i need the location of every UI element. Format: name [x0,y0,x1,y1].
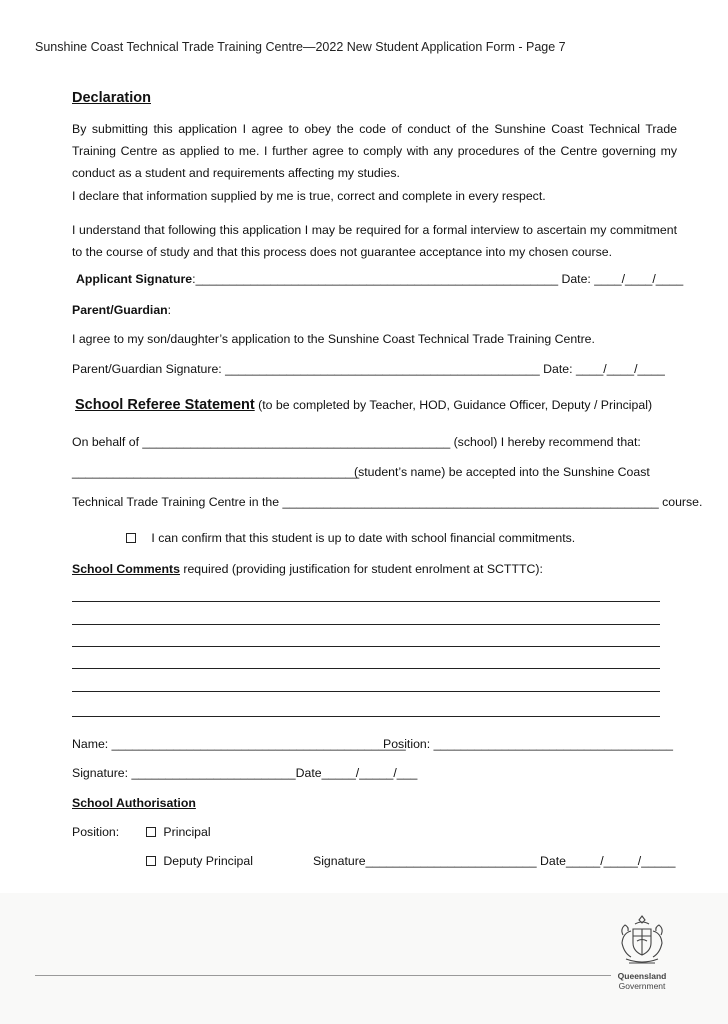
queensland-government-logo [612,913,672,991]
comment-line[interactable] [72,646,660,647]
parent-signature-row[interactable]: Parent/Guardian Signature: ______________________________________________ Date: ____/____/____ [72,362,665,376]
principal-checkbox[interactable] [146,827,156,837]
declaration-paragraph-2: I declare that information supplied by me is true, correct and complete in every respect. [72,189,546,203]
referee-heading [75,397,652,413]
coat-of-arms-icon [617,913,667,971]
logo-line-2: Government [618,981,666,991]
authorisation-signature-row[interactable]: Signature_________________________ Date_____/_____/_____ [313,854,676,868]
deputy-principal-checkbox[interactable] [146,856,156,866]
school-recommend-row[interactable]: On behalf of _____________________________________________ (school) I hereby recommend that: [72,435,641,449]
financial-checkbox-label: I can confirm that this student is up to date with school financial commitments. [151,531,576,545]
deputy-principal-option[interactable] [146,854,253,868]
authorisation-position-label: Position: [72,825,120,839]
principal-option[interactable] [146,825,211,839]
applicant-signature-line[interactable]: :_____________________________________________________ Date: ____/____/____ [192,272,684,286]
referee-title: School Referee Statement [75,397,255,413]
applicant-signature-row[interactable] [76,272,683,286]
school-authorisation-title: School Authorisation [72,796,196,810]
footer-divider [35,975,611,976]
comment-line[interactable] [72,716,660,717]
declaration-paragraph-1: By submitting this application I agree to obey the code of conduct of the Sunshine Coast Technical Trade Training Centre as applied to me. I further agree to comply with any procedures of the Centre governing my conduct as a student and requirements affecting my studies. [72,122,677,180]
applicant-signature-label: Applicant Signature [76,272,193,286]
page-header: Sunshine Coast Technical Trade Training Centre—2022 New Student Application Form - Page 7 [35,40,566,54]
comment-line[interactable] [72,691,660,692]
student-name-line[interactable]: __________________________________________ [72,465,360,479]
financial-checkbox[interactable] [126,533,136,543]
school-comments-heading [72,562,543,576]
comment-line[interactable] [72,601,660,602]
parent-agreement-text: I agree to my son/daughter’s application to the Sunshine Coast Technical Trade Training Centre. [72,332,595,346]
comment-line[interactable] [72,624,660,625]
parent-guardian-colon: : [167,303,172,317]
course-row[interactable]: Technical Trade Training Centre in the _______________________________________________________ course. [72,495,703,509]
declaration-paragraph-3: I understand that following this application I may be required for a formal interview to ascertain my commitment to the course of study and that this process does not guarantee acceptance into my chosen course. [72,223,677,259]
comment-line[interactable] [72,668,660,669]
referee-position-row[interactable]: Position: ___________________________________ [383,737,673,751]
logo-line-1: Queensland [617,971,667,981]
referee-name-row[interactable]: Name: ___________________________________________ [72,737,406,751]
student-name-text: (student’s name) be accepted into the Sunshine Coast [354,465,650,479]
declaration-title: Declaration [72,90,151,106]
principal-label: Principal [163,825,211,839]
school-comments-label: School Comments [72,562,180,576]
parent-guardian-label: Parent/Guardian [72,303,168,317]
deputy-principal-label: Deputy Principal [163,854,253,868]
financial-checkbox-row[interactable] [126,531,575,545]
school-comments-instruction: required (providing justification for student enrolment at SCTTTC): [179,562,543,576]
referee-subtitle: (to be completed by Teacher, HOD, Guidance Officer, Deputy / Principal) [254,398,653,412]
referee-signature-row[interactable]: Signature: ________________________Date_____/_____/___ [72,766,418,780]
parent-guardian-heading [72,303,171,317]
